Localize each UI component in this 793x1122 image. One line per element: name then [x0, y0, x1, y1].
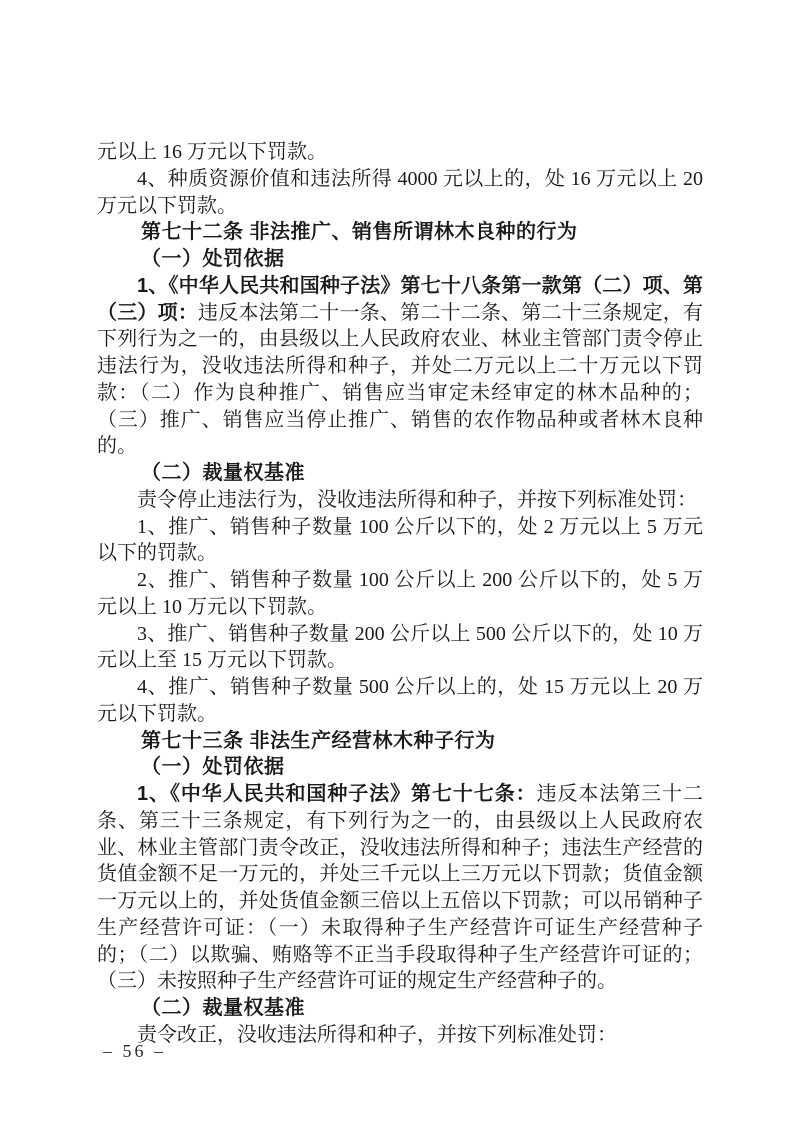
paragraph-tier3-72: 3、推广、销售种子数量 200 公斤以上 500 公斤以下的，处 10 万元以上至 15 万元以下罚款。	[97, 622, 703, 672]
paragraph-item4-germplasm: 4、种质资源价值和违法所得 4000 元以上的，处 16 万元以上 20 万元以下罚款。	[97, 167, 703, 217]
paragraph-tier1-72: 1、推广、销售种子数量 100 公斤以下的，处 2 万元以上 5 万元以下的罚款。	[97, 515, 703, 565]
article-heading-72: 第七十二条 非法推广、销售所谓林木良种的行为	[141, 221, 578, 244]
sub-heading-penalty-basis-73: （一）处罚依据	[141, 756, 285, 779]
sub-heading-discretion-basis-72: （二）裁量权基准	[141, 462, 305, 484]
paragraph-citation-seed-law-77	[97, 781, 703, 995]
paragraph-fine-range-continuation: 元以上 16 万元以下罚款。	[97, 141, 327, 163]
citation-bold-lead-77: 1、《中华人民共和国种子法》第七十七条：	[137, 783, 537, 805]
citation-body-text-78: 违反本法第二十一条、第二十二条、第二十三条规定，有下列行为之一的，由县级以上人民政府农业、林业主管部门责令停止违法行为，没收违法所得和种子，并处二万元以上二十万元以下罚款：（二）作为良种推广、销售应当审定未经审定的林木品种的；（三）推广、销售应当停止推广、销售的农作物品种或者林木良种的。	[97, 301, 704, 458]
citation-bold-lead-78: 1、《中华人民共和国种子法》第七十八条第一款第（二）项、第（三）项：	[97, 274, 703, 324]
paragraph-citation-seed-law-78	[97, 273, 703, 460]
page-number: – 56 –	[103, 1041, 166, 1061]
paragraph-tier4-72: 4、推广、销售种子数量 500 公斤以上的，处 15 万元以上 20 万元以下罚款。	[97, 676, 703, 725]
citation-body-text-77: 违反本法第三十二条、第三十三条规定，有下列行为之一的，由县级以上人民政府农业、林业主管部门责令改正，没收违法所得和种子；违法生产经营的货值金额不足一万元的，并处三千元以上三万元以下罚款；货值金额一万元以上的，并处货值金额三倍以上五倍以下罚款；可以吊销种子生产经营许可证：（一）未取得种子生产经营许可证生产经营种子的；（二）以欺骗、贿赂等不正当手段取得种子生产经营许可证的；（三）未按照种子生产经营许可证的规定生产经营种子的。	[97, 783, 704, 993]
paragraph-discretion-intro-73: 责令改正，没收违法所得和种子，并按下列标准处罚：	[137, 1023, 617, 1046]
document-body	[97, 139, 703, 1049]
sub-heading-discretion-basis-73: （二）裁量权基准	[141, 997, 305, 1019]
article-heading-73: 第七十三条 非法生产经营林木种子行为	[141, 729, 496, 752]
paragraph-tier2-72: 2、推广、销售种子数量 100 公斤以上 200 公斤以下的，处 5 万元以上 10 万元以下罚款。	[97, 569, 703, 618]
paragraph-discretion-intro-72: 责令停止违法行为，没收违法所得和种子，并按下列标准处罚：	[137, 488, 697, 511]
sub-heading-penalty-basis-72: （一）处罚依据	[141, 248, 285, 270]
